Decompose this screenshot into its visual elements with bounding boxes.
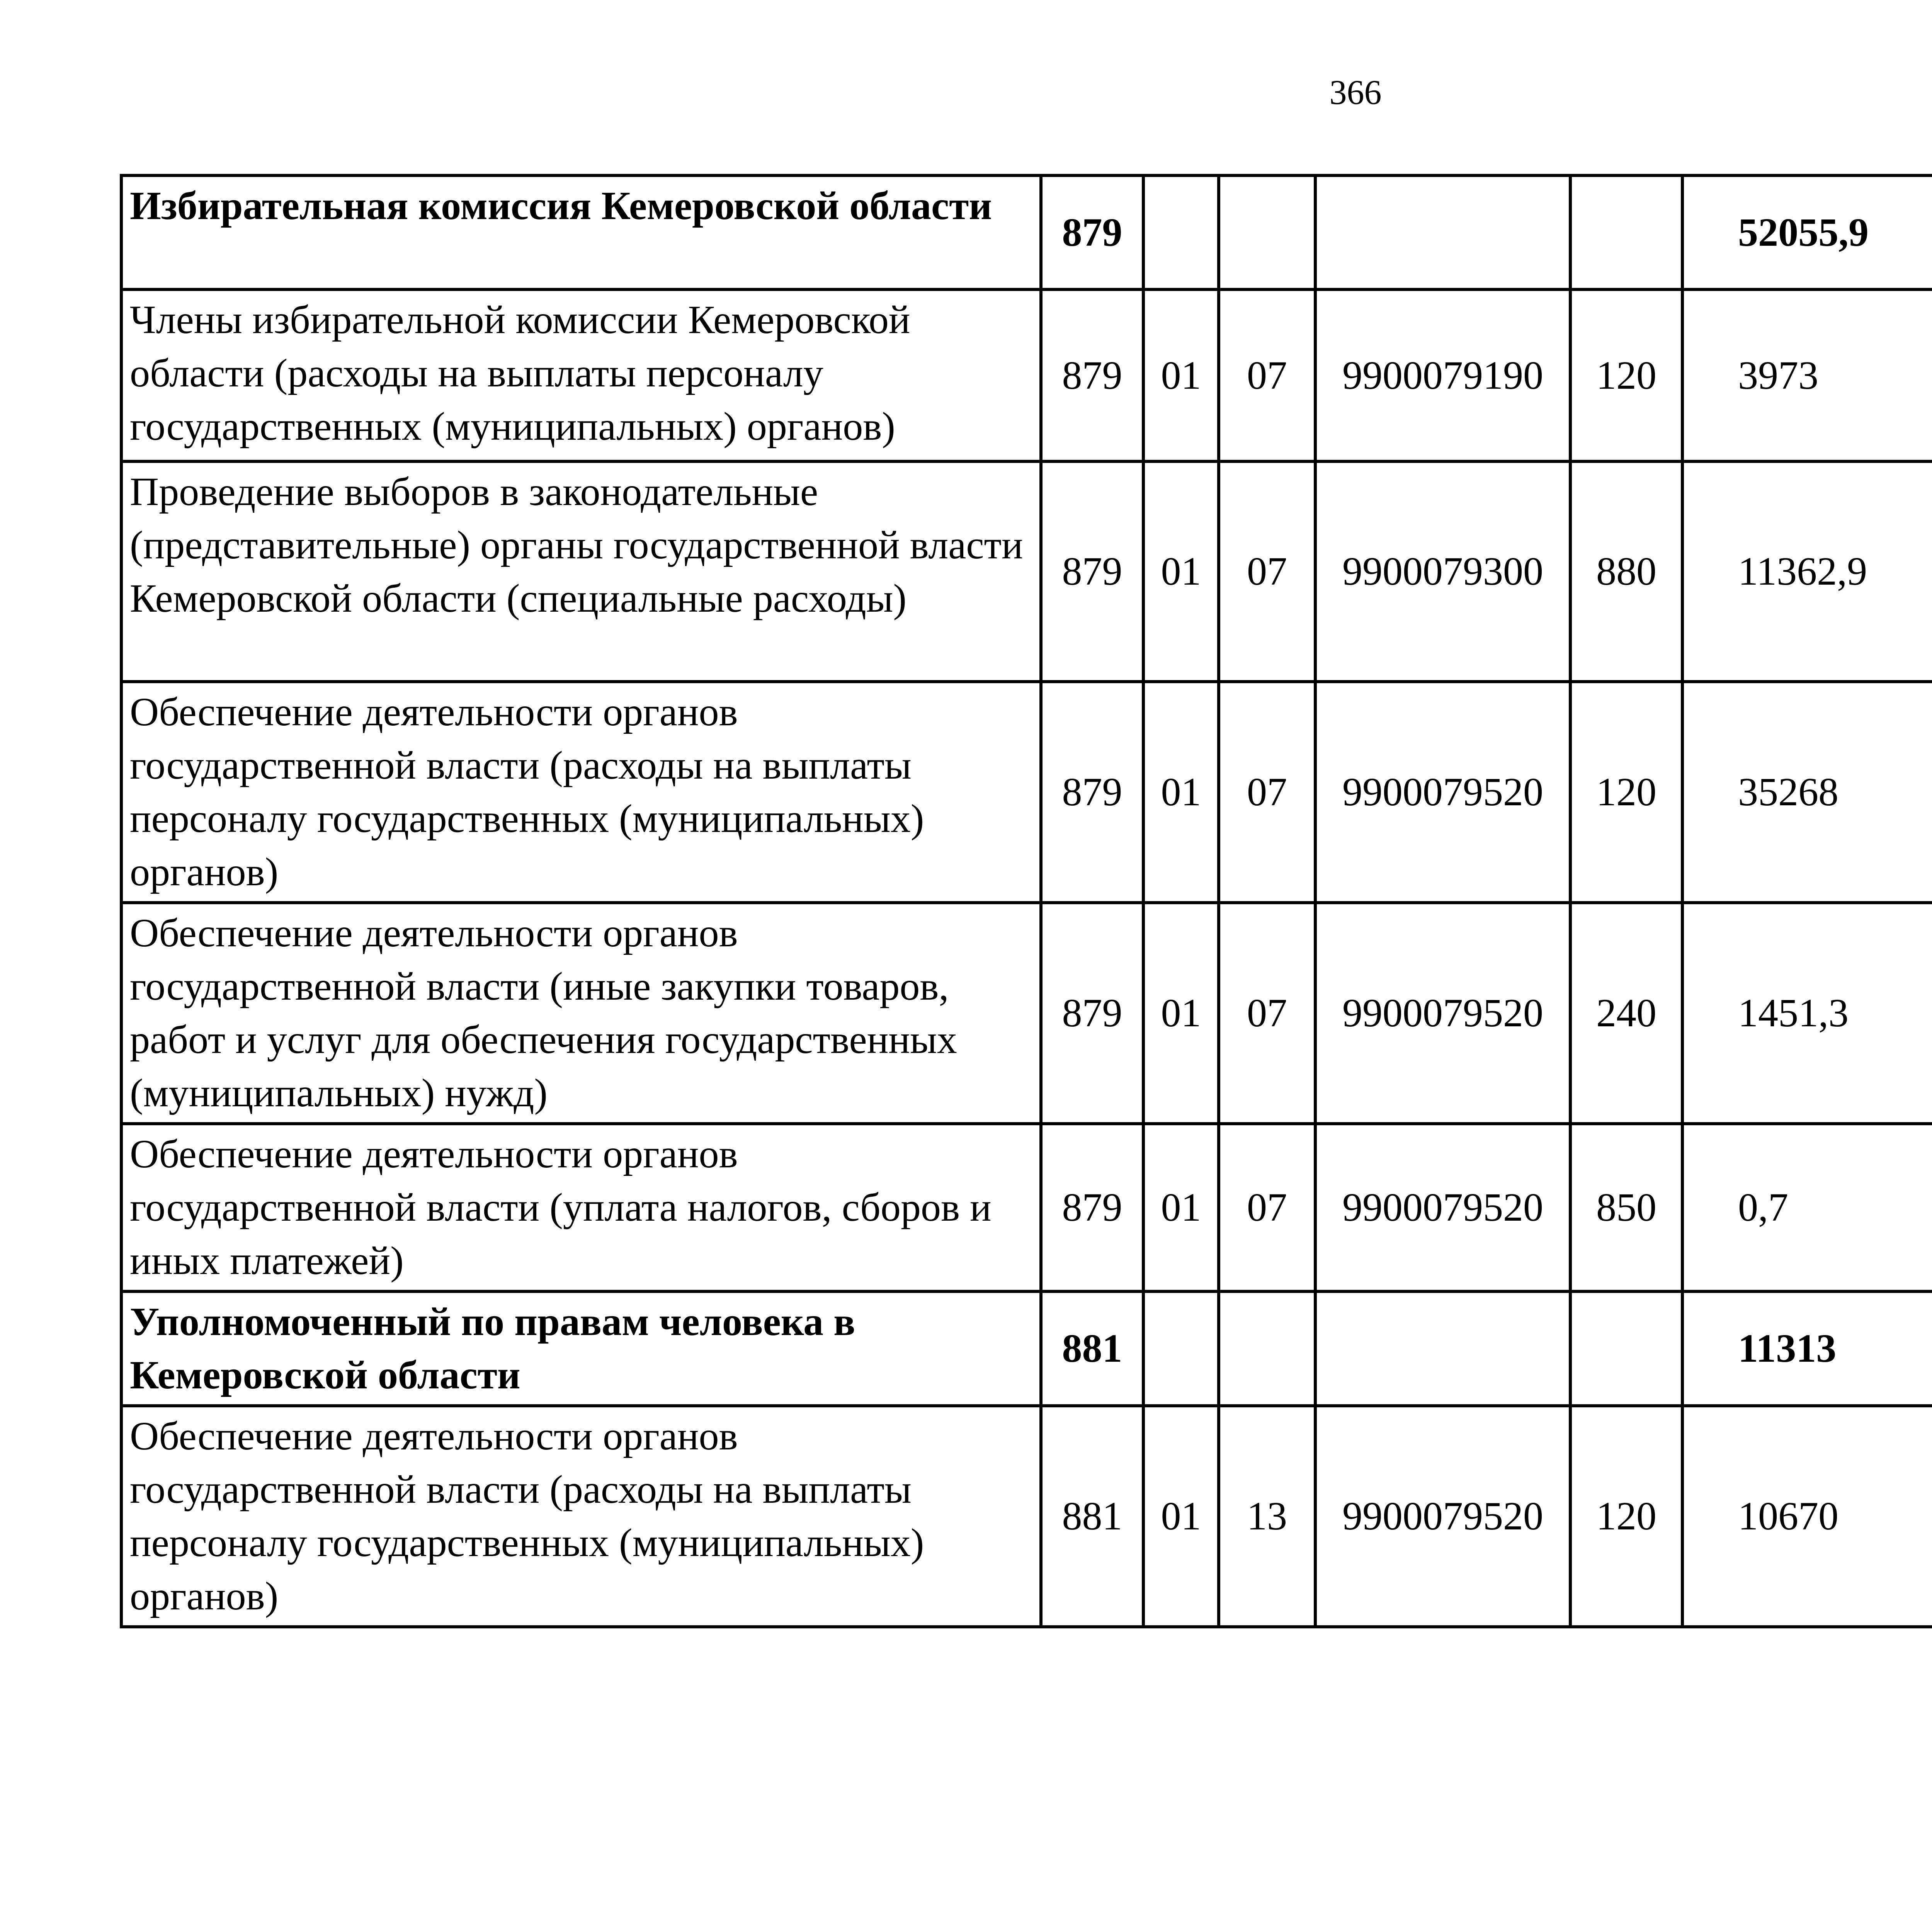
cell-ved: 879 (1041, 1124, 1143, 1291)
table-row (121, 1406, 1932, 1627)
cell-ved: 879 (1041, 461, 1143, 682)
cell-sum-1: 10670 (1682, 1406, 1932, 1627)
cell-csr: 9900079520 (1315, 903, 1570, 1124)
row-name: Избирательная комиссия Кемеровской области (121, 175, 1041, 289)
row-name: Обеспечение деятельности органов государственной власти (иные закупки товаров, работ и услуг для обеспечения государственных (муниципальных) нужд) (121, 903, 1041, 1124)
cell-pr (1219, 175, 1315, 289)
row-name: Обеспечение деятельности органов государственной власти (расходы на выплаты персоналу государственных (муниципальных) органов) (121, 682, 1041, 903)
cell-pr (1219, 1291, 1315, 1406)
table-row (121, 289, 1932, 461)
cell-pr: 07 (1219, 461, 1315, 682)
budget-table-body (121, 175, 1932, 1627)
cell-ved: 879 (1041, 289, 1143, 461)
cell-ved: 879 (1041, 903, 1143, 1124)
cell-pr: 13 (1219, 1406, 1315, 1627)
cell-rz: 01 (1143, 289, 1219, 461)
cell-vr (1570, 175, 1682, 289)
cell-rz: 01 (1143, 682, 1219, 903)
cell-vr: 880 (1570, 461, 1682, 682)
cell-rz: 01 (1143, 903, 1219, 1124)
row-name: Обеспечение деятельности органов государственной власти (уплата налогов, сборов и иных платежей) (121, 1124, 1041, 1291)
cell-pr: 07 (1219, 1124, 1315, 1291)
table-row (121, 175, 1932, 289)
cell-rz: 01 (1143, 461, 1219, 682)
budget-table (120, 174, 1932, 1628)
cell-vr: 120 (1570, 1406, 1682, 1627)
row-name: Проведение выборов в законодательные (представительные) органы государственной власти Кемеровской области (специальные расходы) (121, 461, 1041, 682)
cell-rz (1143, 175, 1219, 289)
cell-sum-1: 11313 (1682, 1291, 1932, 1406)
cell-csr: 9900079190 (1315, 289, 1570, 461)
cell-sum-1: 0,7 (1682, 1124, 1932, 1291)
row-name: Уполномоченный по правам человека в Кемеровской области (121, 1291, 1041, 1406)
cell-sum-1: 11362,9 (1682, 461, 1932, 682)
cell-sum-1: 3973 (1682, 289, 1932, 461)
cell-vr: 850 (1570, 1124, 1682, 1291)
table-row (121, 1124, 1932, 1291)
table-row (121, 461, 1932, 682)
cell-csr: 9900079300 (1315, 461, 1570, 682)
cell-csr: 9900079520 (1315, 1406, 1570, 1627)
cell-vr: 240 (1570, 903, 1682, 1124)
cell-sum-1: 52055,9 (1682, 175, 1932, 289)
cell-ved: 881 (1041, 1406, 1143, 1627)
table-row (121, 1291, 1932, 1406)
cell-rz (1143, 1291, 1219, 1406)
cell-ved: 879 (1041, 682, 1143, 903)
table-row (121, 903, 1932, 1124)
cell-rz: 01 (1143, 1124, 1219, 1291)
cell-pr: 07 (1219, 903, 1315, 1124)
cell-pr: 07 (1219, 289, 1315, 461)
cell-ved: 879 (1041, 175, 1143, 289)
cell-ved: 881 (1041, 1291, 1143, 1406)
cell-csr: 9900079520 (1315, 1124, 1570, 1291)
row-name: Обеспечение деятельности органов государственной власти (расходы на выплаты персоналу государственных (муниципальных) органов) (121, 1406, 1041, 1627)
cell-sum-1: 1451,3 (1682, 903, 1932, 1124)
cell-vr (1570, 1291, 1682, 1406)
row-name: Члены избирательной комиссии Кемеровской области (расходы на выплаты персоналу государственных (муниципальных) органов) (121, 289, 1041, 461)
cell-rz: 01 (1143, 1406, 1219, 1627)
cell-csr: 9900079520 (1315, 682, 1570, 903)
cell-pr: 07 (1219, 682, 1315, 903)
cell-csr (1315, 1291, 1570, 1406)
table-row (121, 682, 1932, 903)
cell-sum-1: 35268 (1682, 682, 1932, 903)
page-number: 366 (1329, 73, 1382, 112)
cell-vr: 120 (1570, 289, 1682, 461)
cell-csr (1315, 175, 1570, 289)
cell-vr: 120 (1570, 682, 1682, 903)
